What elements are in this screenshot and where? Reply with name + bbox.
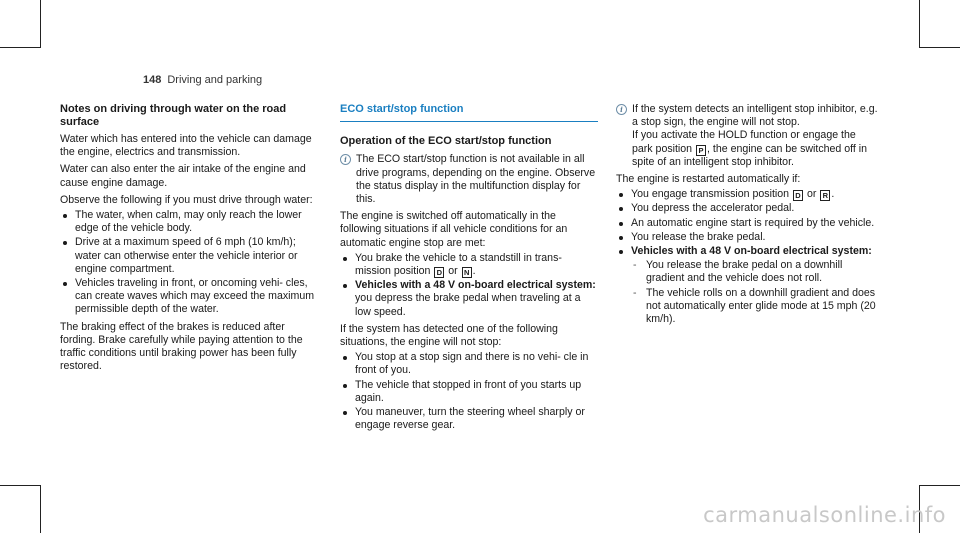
list-item [340, 252, 598, 278]
column-restart [616, 103, 878, 326]
list-item: An automatic engine start is required by the vehicle. [616, 217, 878, 230]
list-text: . [472, 265, 476, 278]
list-item [616, 188, 878, 201]
info-note [616, 103, 878, 169]
gear-d-icon: D [793, 190, 803, 201]
list-item: - You release the brake pedal on a downhill gradient and the vehicle does not roll. [631, 259, 878, 285]
crop-mark [0, 47, 41, 48]
list-item [616, 245, 878, 326]
paragraph: Water can also enter the air intake of the engine and cause engine damage. [60, 163, 306, 189]
paragraph: If the system has detected one of the following situations, the engine will not stop: [340, 322, 558, 349]
gear-d-icon: D [434, 267, 444, 278]
list-item: You stop at a stop sign and there is no vehi- cle in front of you. [340, 351, 598, 377]
watermark: carmanualsonline.info [703, 503, 946, 527]
list-item: Drive at a maximum speed of 6 mph (10 km/h); water can otherwise enter the vehicle interior or engine compartment. [60, 236, 322, 276]
list-text: You brake the vehicle to a standstill in trans- mission position [355, 251, 562, 278]
note-text: , the engine can be switched off in spite of an intelligent stop inhibitor. [632, 142, 868, 168]
list-text: or [448, 265, 458, 278]
list-item [340, 279, 598, 319]
crop-mark [0, 485, 41, 486]
page-header [143, 74, 262, 86]
note-text: If the system detects an intelligent stop inhibitor, e.g. a stop sign, the engine will not stop. [632, 103, 878, 129]
info-icon: i [340, 154, 351, 165]
list-item: You depress the accelerator pedal. [616, 202, 878, 215]
crop-mark [40, 485, 41, 533]
column-water [60, 103, 322, 373]
section-heading-eco: ECO start/stop function [340, 103, 598, 122]
list-text: you depress the brake pedal when traveling at a low speed. [355, 292, 581, 318]
list-bold-text: Vehicles with a 48 V on-board electrical system: [631, 245, 872, 258]
paragraph: The engine is switched off automatically in the following situations if all vehicle conditions for an automatic engine stop are met: [340, 210, 568, 249]
note-text: If you activate the HOLD function or engage the park position [632, 129, 856, 155]
crop-mark [919, 47, 960, 48]
paragraph: Water which has entered into the vehicle can damage the engine, electrics and transmission. [60, 133, 312, 159]
list-item: You maneuver, turn the steering wheel sharply or engage reverse gear. [340, 406, 598, 432]
bullet-list [340, 252, 598, 319]
paragraph: The engine is restarted automatically if: [616, 173, 801, 186]
list-text: . [831, 188, 835, 201]
list-item: The vehicle that stopped in front of you starts up again. [340, 379, 598, 405]
gear-p-icon: P [696, 145, 706, 156]
bullet-list [616, 188, 878, 326]
subheading-operation: Operation of the ECO start/stop function [340, 135, 552, 148]
info-note [340, 153, 598, 206]
gear-r-icon: R [820, 190, 830, 201]
note-text: The ECO start/stop function is not available in all drive programs, depending on the engine. Observe the status display in the multifunction display for this. [356, 153, 596, 206]
gear-n-icon: N [462, 267, 472, 278]
paragraph: Observe the following if you must drive through water: [60, 193, 313, 206]
bullet-list [60, 209, 322, 317]
list-item: - The vehicle rolls on a downhill gradient and does not automatically enter glide mode at 15 mph (20 km/h). [631, 287, 878, 327]
list-text: or [806, 188, 817, 201]
list-item: The water, when calm, may only reach the lower edge of the vehicle body. [60, 209, 322, 235]
bullet-list [340, 351, 598, 432]
list-bold-text: Vehicles with a 48 V on-board electrical system: [355, 279, 596, 292]
crop-mark [919, 0, 920, 48]
crop-mark [40, 0, 41, 48]
list-text: You engage transmission position [631, 188, 790, 201]
heading-water: Notes on driving through water on the road surface [60, 103, 287, 128]
column-eco [340, 103, 598, 432]
paragraph: The braking effect of the brakes is reduced after fording. Brake carefully while paying attention to the traffic conditions until braking power has been fully restored. [60, 320, 303, 373]
list-item: Vehicles traveling in front, or oncoming vehi- cles, can create waves which may exceed the maximum permissible depth of the water. [60, 277, 322, 317]
dash-list [631, 259, 878, 326]
page-number: 148 [143, 74, 162, 86]
info-icon: i [616, 104, 627, 115]
list-item: You release the brake pedal. [616, 231, 878, 244]
crop-mark [919, 485, 960, 486]
section-title: Driving and parking [167, 74, 263, 86]
